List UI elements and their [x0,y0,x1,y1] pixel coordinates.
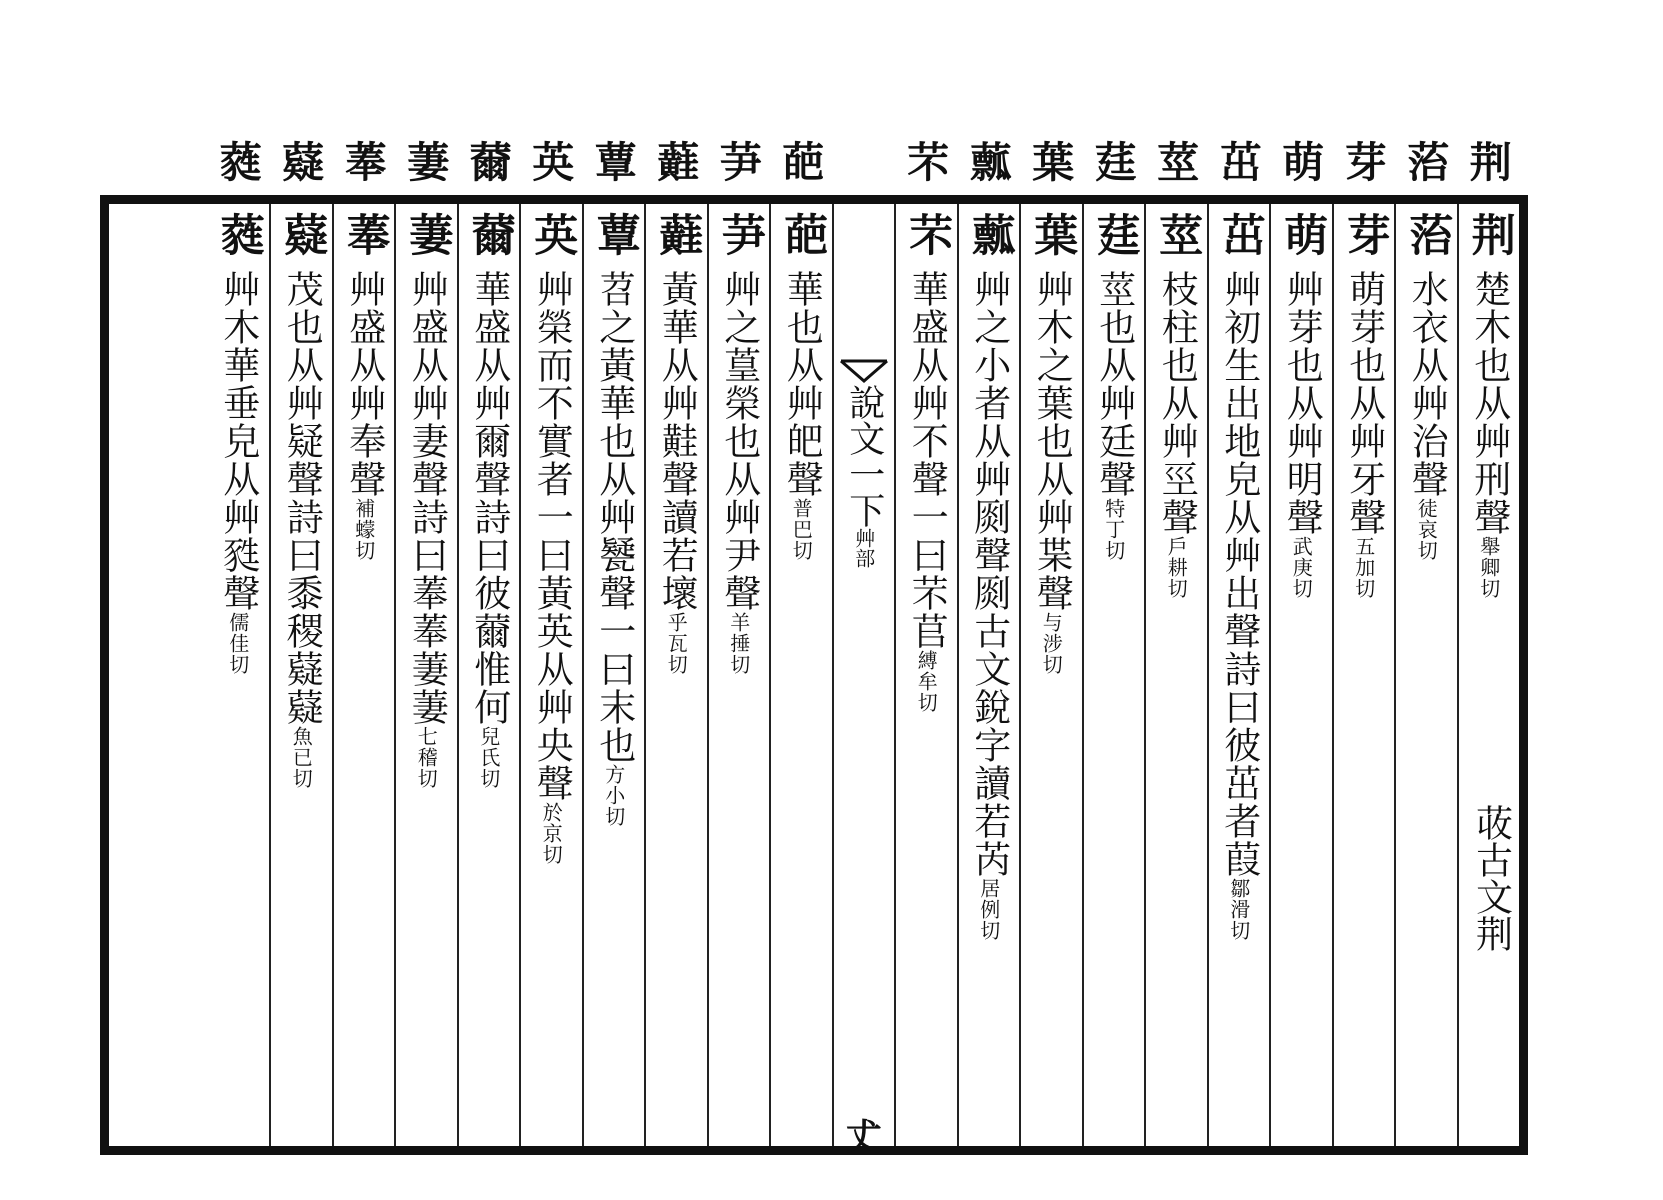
headword: 薿 [276,140,326,182]
seal-character: 菶 [338,212,390,256]
fanqie-note: 縛牟切 [914,650,939,713]
seal-character: 䕯 [963,212,1015,256]
headword: 菶 [338,140,388,182]
seal-character: 莖 [1151,212,1203,256]
section-label: 艸部 [851,528,876,568]
entry-column [644,204,707,1146]
entry-definition [402,270,450,789]
headword: 萌 [1276,140,1326,182]
entry-column [1457,204,1520,1146]
entry-column [957,204,1020,1146]
seal-character: 薾 [463,212,515,256]
fanqie-note: 兒氏切 [476,726,501,789]
entry-definition [465,270,513,789]
entry-column [1082,204,1145,1146]
fanqie-note: 武庚切 [1289,536,1314,599]
seal-character: 芣 [901,212,953,256]
definition-text: 艸芽也从艸明聲 [1280,270,1324,536]
entry-column [207,204,270,1146]
seal-character: 菭 [1401,212,1453,256]
entry-column [1269,204,1332,1146]
headword: 荆 [1463,140,1513,182]
definition-text: 苕之黃華也从艸㽈聲一曰末也 [592,270,636,764]
headword: 芛 [713,140,763,182]
entry-definition [340,270,388,561]
seal-character: 萋 [401,212,453,256]
headword: 葉 [1026,140,1076,182]
seal-character: 薿 [276,212,328,256]
seal-character: 茁 [1213,212,1265,256]
entry-definition [1402,270,1450,561]
definition-text: 華也从艸皅聲 [780,270,824,498]
fanqie-note: 普巴切 [789,498,814,561]
definition-text: 萌芽也从艸牙聲 [1342,270,1386,536]
entry-definition [1215,270,1263,941]
fanqie-note: 舉卿切 [1476,536,1501,599]
entry-definition [902,270,950,713]
fish-tail-ornament-icon [839,359,889,385]
definition-text: 華盛从艸爾聲詩曰彼薾惟何 [467,270,511,726]
entry-column [457,204,520,1146]
seal-character: 莛 [1088,212,1140,256]
seal-character: 芽 [1338,212,1390,256]
fanqie-note: 与涉切 [1039,612,1064,675]
headword: 茁 [1213,140,1263,182]
volume-title [840,384,888,568]
fanqie-note: 戶耕切 [1164,536,1189,599]
headword: 萋 [401,140,451,182]
entry-definition [214,270,262,675]
entry-column [894,204,957,1146]
definition-text: 茂也从艸疑聲詩曰黍稷薿薿 [280,270,324,726]
entry-column [519,204,582,1146]
seal-character: 蘳 [651,212,703,256]
definition-text: 楚木也从艸刑聲 [1467,270,1511,536]
definition-text: 枝柱也从艸巠聲 [1155,270,1199,536]
center-column [832,204,895,1158]
seal-character: 葩 [776,212,828,256]
definition-text: 黃華从艸黊聲讀若壞 [655,270,699,612]
seal-character: 葉 [1026,212,1078,256]
text-frame [100,195,1528,1158]
entry-definition [1090,270,1138,561]
entry-definition [965,270,1013,941]
headword: 蕤 [213,140,263,182]
seal-character: 蕈 [588,212,640,256]
seal-character: 英 [526,212,578,256]
headword: 莖 [1151,140,1201,182]
definition-text: 艸木之葉也从艸枼聲 [1030,270,1074,612]
fanqie-note: 七稽切 [414,726,439,789]
entry-definition [715,270,763,675]
definition-text: 艸榮而不實者一曰黃英从艸央聲 [530,270,574,802]
fanqie-note: 徒哀切 [1414,498,1439,561]
entry-definition [652,270,700,675]
headword: 葩 [776,140,826,182]
headword: 薾 [463,140,513,182]
definition-text: 水衣从艸治聲 [1405,270,1449,498]
fanqie-note: 儒佳切 [225,612,250,675]
seal-character: 荆 [1463,212,1515,256]
variant-form-note: 荍古文荆 [1469,804,1513,952]
entry-definition [1152,270,1200,599]
entry-definition [777,270,825,561]
fanqie-note: 乎瓦切 [664,612,689,675]
entry-definition [1027,270,1075,675]
fanqie-note: 魚已切 [289,726,314,789]
entry-column [582,204,645,1146]
entry-column [1019,204,1082,1146]
headword: 蕈 [588,140,638,182]
entry-definition [1465,270,1513,599]
headword: 䕯 [963,140,1013,182]
fanqie-note: 五加切 [1351,536,1376,599]
entry-column [394,204,457,1146]
seal-character: 萌 [1276,212,1328,256]
fanqie-note: 鄒滑切 [1226,878,1251,941]
definition-text: 艸盛从艸奉聲 [342,270,386,498]
definition-text: 艸盛从艸妻聲詩曰菶菶萋萋 [405,270,449,726]
definition-text: 艸之小者从艸㓹聲㓹古文銳字讀若芮 [967,270,1011,878]
entry-column [332,204,395,1146]
seal-character: 蕤 [212,212,264,256]
entry-definition [277,270,325,789]
fanqie-note: 補蠓切 [351,498,376,561]
definition-text: 華盛从艸不聲一曰芣苢 [905,270,949,650]
entry-column [1394,204,1457,1146]
headword: 莛 [1088,140,1138,182]
entry-column [707,204,770,1146]
headword: 菭 [1401,140,1451,182]
headword: 蘳 [651,140,701,182]
entry-column [1144,204,1207,1146]
headword: 芣 [901,140,951,182]
entry-definition [1340,270,1388,599]
fanqie-note: 羊捶切 [726,612,751,675]
fanqie-note: 特丁切 [1101,498,1126,561]
entry-column [269,204,332,1146]
definition-text: 艸之葟榮也从艸尹聲 [717,270,761,612]
entry-definition [1277,270,1325,599]
fanqie-note: 方小切 [601,764,626,827]
fanqie-note: 於京切 [539,802,564,865]
headword: 英 [526,140,576,182]
definition-text: 莖也从艸廷聲 [1092,270,1136,498]
definition-text: 艸木華垂皃从艸甤聲 [216,270,260,612]
definition-text: 艸初生出地皃从艸出聲詩曰彼茁者葭 [1217,270,1261,878]
fanqie-note: 居例切 [976,878,1001,941]
seal-character: 芛 [713,212,765,256]
entry-column [1332,204,1395,1146]
entry-definition [590,270,638,827]
headword: 芽 [1338,140,1388,182]
entry-column [1207,204,1270,1146]
entry-definition [527,270,575,865]
entry-column [769,204,832,1146]
volume-title-text: 說文一下 [843,384,885,528]
page-number: 𠀋 [845,1116,882,1158]
